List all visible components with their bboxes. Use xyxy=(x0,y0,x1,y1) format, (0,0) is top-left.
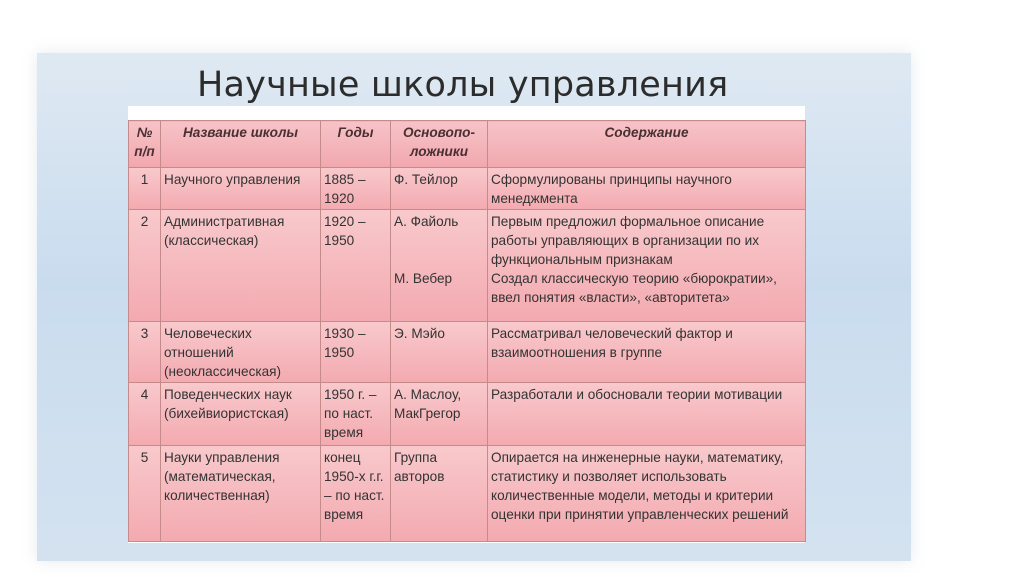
school-name: Административная (классическая) xyxy=(161,210,321,322)
school-name: Науки управления (математическая, количественная) xyxy=(161,446,321,542)
content-item: Разработали и обосновали теории мотивации xyxy=(491,387,783,402)
founders xyxy=(391,168,488,210)
table-row xyxy=(129,446,806,542)
content xyxy=(488,383,806,446)
years: 1885 – 1920 xyxy=(321,168,391,210)
header-founders: Основопо-ложники xyxy=(391,121,488,168)
years: 1930 – 1950 xyxy=(321,322,391,383)
header-number: № п/п xyxy=(129,121,161,168)
slide-title: Научные школы управления xyxy=(197,65,729,105)
content xyxy=(488,322,806,383)
founders xyxy=(391,446,488,542)
row-number: 2 xyxy=(129,210,161,322)
row-number: 5 xyxy=(129,446,161,542)
founder: М. Вебер xyxy=(394,271,453,286)
table-row xyxy=(129,210,806,322)
founder: Э. Мэйо xyxy=(394,326,445,341)
content-item: Первым предложил формальное описание работы управляющих в организации по их функциональным признакам xyxy=(491,214,765,267)
founder: А. Файоль xyxy=(394,214,459,229)
content-item: Сформулированы принципы научного менеджмента xyxy=(491,172,732,206)
table-row xyxy=(129,168,806,210)
table-row xyxy=(129,383,806,446)
row-number: 4 xyxy=(129,383,161,446)
row-number: 1 xyxy=(129,168,161,210)
header-content: Содержание xyxy=(488,121,806,168)
content xyxy=(488,168,806,210)
school-name: Человеческих отношений (неоклассическая) xyxy=(161,322,321,383)
founders xyxy=(391,210,488,322)
school-name: Поведенческих наук (бихейвиористская) xyxy=(161,383,321,446)
founders xyxy=(391,322,488,383)
school-name: Научного управления xyxy=(161,168,321,210)
content xyxy=(488,446,806,542)
content-item: Создал классическую теорию «бюрократии», ввел понятия «власти», «авторитета» xyxy=(491,271,777,305)
content-item: Опирается на инженерные науки, математику, статистику и позволяет использовать количественные модели, методы и критерии оценки при принятии управленческих решений xyxy=(491,450,789,522)
content xyxy=(488,210,806,322)
founder: Группа авторов xyxy=(394,450,445,484)
row-number: 3 xyxy=(129,322,161,383)
table-row xyxy=(129,322,806,383)
years: конец 1950-х г.г. – по наст. время xyxy=(321,446,391,542)
table-header-row xyxy=(129,121,806,168)
founder: А. Маслоу, МакГрегор xyxy=(394,387,462,421)
schools-table xyxy=(128,120,806,542)
founders xyxy=(391,383,488,446)
content-item: Рассматривал человеческий фактор и взаимоотношения в группе xyxy=(491,326,733,360)
header-school: Название школы xyxy=(161,121,321,168)
schools-table-container xyxy=(128,106,805,543)
founder: Ф. Тейлор xyxy=(394,172,458,187)
years: 1950 г. – по наст. время xyxy=(321,383,391,446)
header-years: Годы xyxy=(321,121,391,168)
years: 1920 – 1950 xyxy=(321,210,391,322)
